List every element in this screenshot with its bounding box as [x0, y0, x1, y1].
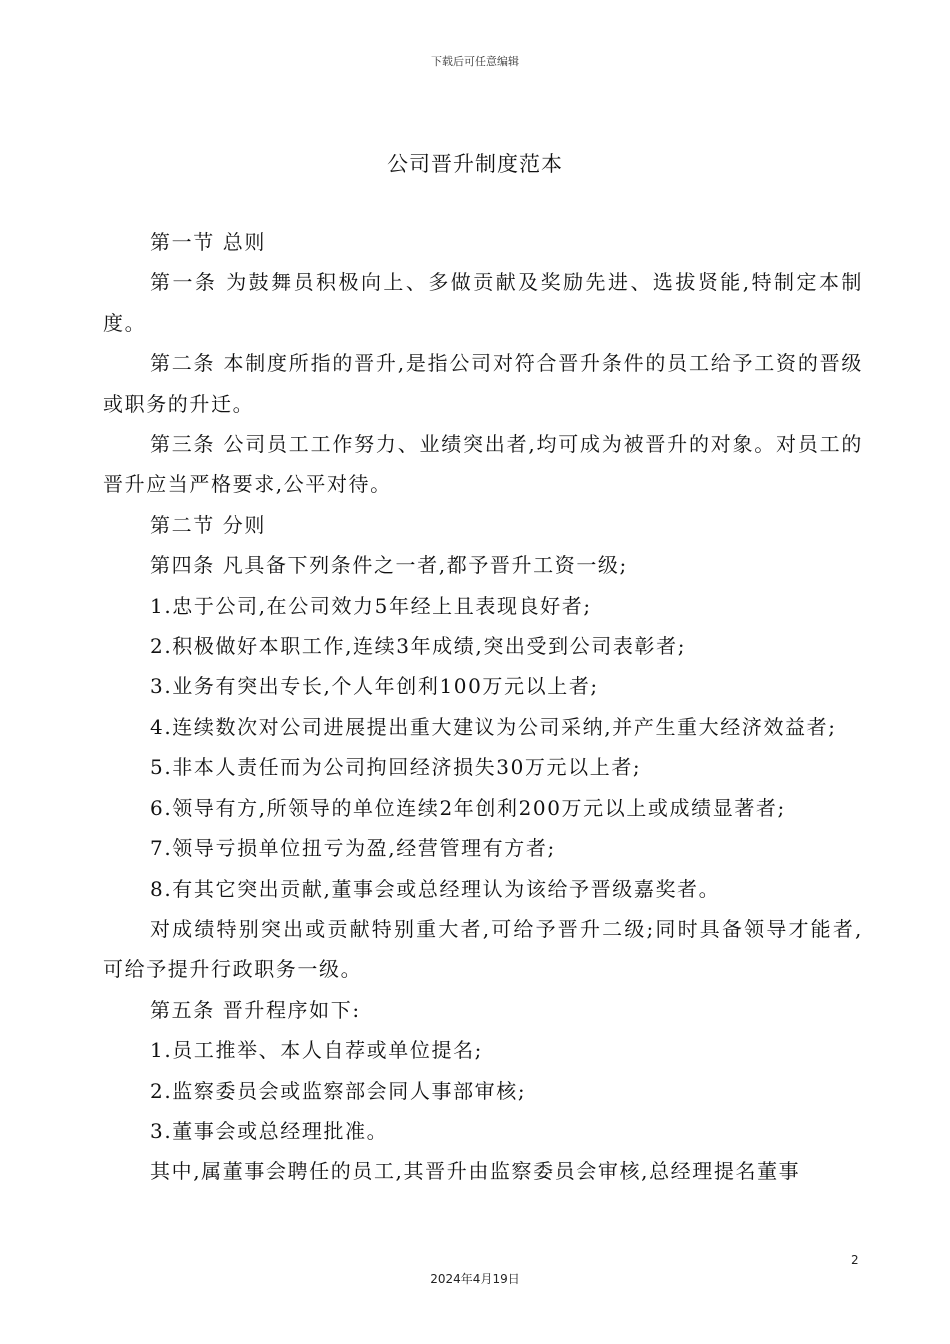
- list-item: 2.积极做好本职工作,连续3年成绩,突出受到公司表彰者;: [150, 634, 687, 659]
- paragraph: 第四条 凡具备下列条件之一者,都予晋升工资一级;: [150, 553, 628, 578]
- list-item: 7.领导亏损单位扭亏为盈,经营管理有方者;: [150, 836, 556, 861]
- list-item: 8.有其它突出贡献,董事会或总经理认为该给予晋级嘉奖者。: [150, 876, 721, 901]
- footer-date: 2024年4月19日: [430, 1272, 520, 1286]
- paragraph: 对成绩特别突出或贡献特别重大者,可给予晋升二级;同时具备领导才能者,可给予提升行政职务一级。: [103, 916, 863, 982]
- list-item: 3.董事会或总经理批准。: [150, 1118, 389, 1143]
- document-body: [103, 222, 863, 1192]
- paragraph: 其中,属董事会聘任的员工,其晋升由监察委员会审核,总经理提名董事: [150, 1159, 801, 1184]
- paragraph: 第二条 本制度所指的晋升,是指公司对符合晋升条件的员工给予工资的晋级或职务的升迁。: [103, 351, 863, 416]
- list-item: 4.连续数次对公司进展提出重大建议为公司采纳,并产生重大经济效益者;: [150, 714, 837, 739]
- list-item: 1.员工推举、本人自荐或单位提名;: [150, 1038, 484, 1063]
- list-item: 2.监察委员会或监察部会同人事部审核;: [150, 1078, 527, 1103]
- section-heading: 第一节 总则: [150, 230, 266, 254]
- list-item: 1.忠于公司,在公司效力5年经上且表现良好者;: [150, 593, 592, 618]
- section-heading: 第二节 分则: [150, 512, 266, 537]
- paragraph: 第五条 晋升程序如下:: [150, 997, 361, 1022]
- document-title: 公司晋升制度范本: [387, 152, 563, 176]
- list-item: 3.业务有突出专长,个人年创利100万元以上者;: [150, 674, 599, 699]
- page-number: 2: [851, 1253, 859, 1267]
- list-item: 5.非本人责任而为公司拘回经济损失30万元以上者;: [150, 755, 642, 780]
- list-item: 6.领导有方,所领导的单位连续2年创利200万元以上或成绩显著者;: [150, 795, 786, 820]
- header-note: 下载后可任意编辑: [431, 55, 519, 68]
- paragraph: 第三条 公司员工工作努力、业绩突出者,均可成为被晋升的对象。对员工的晋升应当严格要求,公平对待。: [103, 432, 863, 497]
- paragraph: 第一条 为鼓舞员积极向上、多做贡献及奖励先进、选拔贤能,特制定本制度。: [103, 270, 863, 335]
